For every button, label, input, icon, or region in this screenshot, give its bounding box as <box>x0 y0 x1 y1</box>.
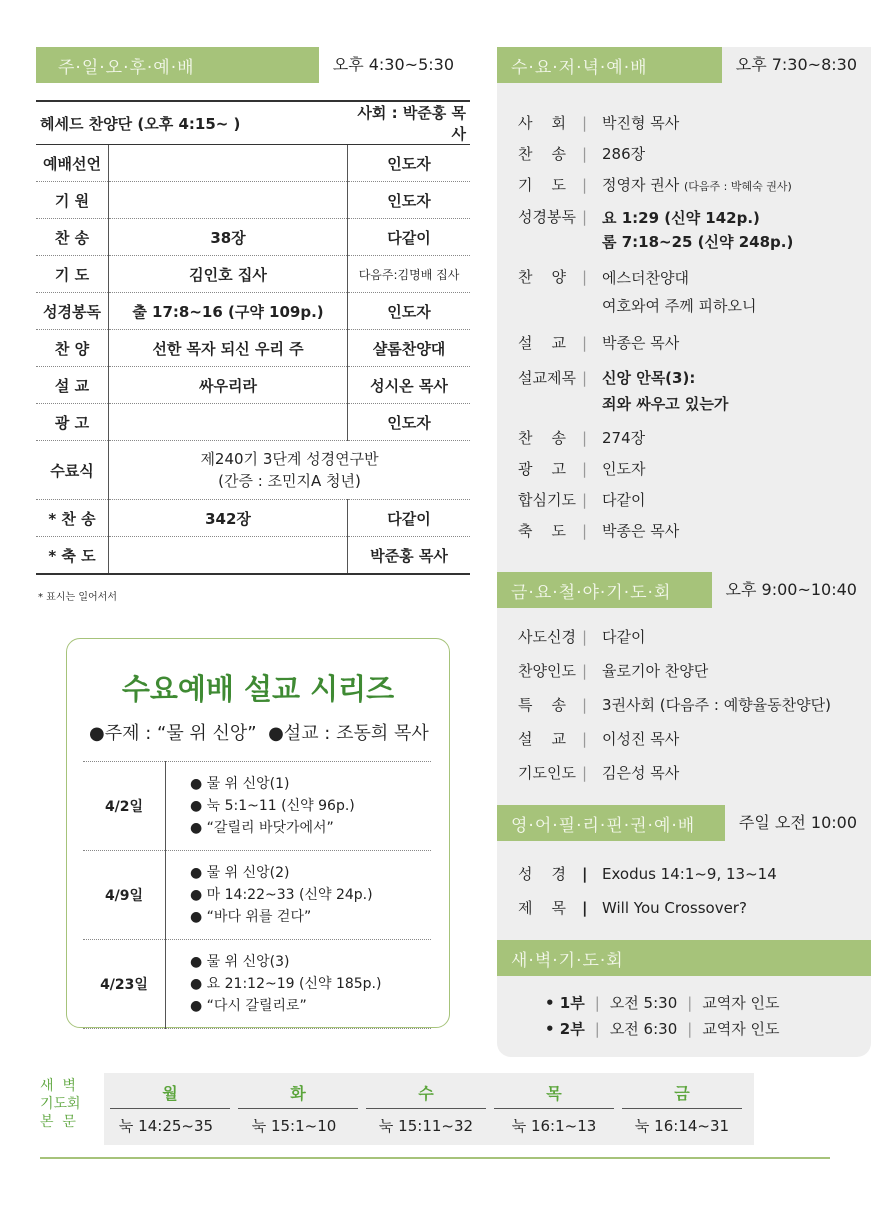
row-key: 찬 송 <box>518 145 567 163</box>
order-leader: 다같이 <box>348 219 471 256</box>
week-item: ● 물 위 신앙(1) <box>190 776 290 792</box>
list-item <box>518 170 793 202</box>
sermon-title-1: 신앙 안목(3): <box>602 369 696 387</box>
row-key: 사도신경 <box>518 628 576 646</box>
friday-service-header <box>497 572 871 608</box>
table-row <box>36 404 470 441</box>
day-fri: 금 <box>622 1081 742 1109</box>
row-value: 율로기아 찬양단 <box>602 662 709 680</box>
list-item <box>518 857 777 891</box>
english-service-header <box>497 805 871 841</box>
divider: | <box>582 334 588 352</box>
order-item: 성경봉독 <box>36 293 109 330</box>
row-key: 기 도 <box>518 176 567 194</box>
order-content <box>109 404 348 441</box>
label-line: 기도회 <box>40 1096 81 1112</box>
label-line: 새 벽 <box>40 1078 76 1094</box>
row-value <box>602 202 793 254</box>
divider: | <box>687 1020 693 1038</box>
list-item <box>518 202 793 254</box>
row-key: 설 교 <box>518 730 567 748</box>
row-value: 다같이 <box>602 491 646 509</box>
table-header-row <box>36 101 470 145</box>
friday-order-list <box>518 620 831 790</box>
week-items <box>166 851 432 940</box>
part-label: • 2부 <box>545 1020 585 1038</box>
choir-label: 헤세드 찬양단 (오후 4:15~ ) <box>36 101 348 145</box>
week-date: 4/9일 <box>83 851 166 940</box>
order-item: 수료식 <box>36 441 109 500</box>
english-service-time: 주일 오전 10:00 <box>725 805 871 841</box>
graduation-testimony: (간증 : 조민지A 청년) <box>218 472 361 490</box>
divider: | <box>582 730 588 748</box>
divider: | <box>594 994 600 1012</box>
order-item: 설 교 <box>36 367 109 404</box>
divider: | <box>582 662 588 680</box>
row-key: 특 송 <box>518 696 567 714</box>
row-value: 인도자 <box>602 460 646 478</box>
list-item <box>545 1016 780 1042</box>
series-week-table <box>83 761 431 1029</box>
list-item <box>518 423 793 454</box>
divider: | <box>582 268 588 286</box>
row-value <box>602 262 793 320</box>
week-item: ● 눅 5:1~11 (신약 96p.) <box>190 798 355 814</box>
reading-wed: 눅 15:11~32 <box>378 1117 474 1135</box>
standing-note: * 표시는 일어서서 <box>38 592 117 603</box>
reading-mon: 눅 14:25~35 <box>118 1117 214 1135</box>
order-leader: 다같이 <box>348 500 471 537</box>
dawn-prayer-header <box>497 940 871 976</box>
table-row <box>36 441 470 500</box>
row-key: 설교제목 <box>518 369 576 387</box>
list-item <box>518 454 793 485</box>
row-key: 찬 양 <box>518 268 567 286</box>
order-leader: 성시온 목사 <box>348 367 471 404</box>
sunday-order-table <box>36 100 470 575</box>
week-item: ● 물 위 신앙(2) <box>190 865 290 881</box>
divider: | <box>582 208 588 226</box>
list-item <box>518 756 831 790</box>
week-item: ● 요 21:12~19 (신약 185p.) <box>190 976 382 992</box>
order-item: 광 고 <box>36 404 109 441</box>
table-row <box>36 500 470 537</box>
anthem-title: 여호와여 주께 피하오니 <box>602 297 757 315</box>
order-item: * 찬 송 <box>36 500 109 537</box>
week-item: ● “다시 갈릴리로” <box>190 998 307 1014</box>
friday-service-time: 오후 9:00~10:40 <box>712 572 871 608</box>
week-item: ● “바다 위를 걷다” <box>190 909 312 925</box>
sunday-service-time: 오후 4:30~5:30 <box>319 47 468 83</box>
series-title: 수요예배 설교 시리즈 <box>121 672 395 706</box>
week-date: 4/23일 <box>83 940 166 1029</box>
table-row <box>36 256 470 293</box>
list-item <box>518 688 831 722</box>
row-value: 이성진 목사 <box>602 730 680 748</box>
part-leader: 교역자 인도 <box>702 1020 780 1038</box>
week-date: 4/2일 <box>83 762 166 851</box>
order-item: 찬 송 <box>36 219 109 256</box>
divider: | <box>582 628 588 646</box>
row-value: 274장 <box>602 429 646 447</box>
divider: | <box>594 1020 600 1038</box>
english-order-list <box>518 857 777 925</box>
order-content: 38장 <box>109 219 348 256</box>
graduation-title: 제240기 3단계 성경연구반 <box>200 450 379 468</box>
weekly-reading-table <box>104 1073 754 1145</box>
table-row <box>83 762 431 851</box>
table-row <box>36 145 470 182</box>
row-value: Exodus 14:1~9, 13~14 <box>602 865 777 883</box>
order-leader: 박준홍 목사 <box>348 537 471 575</box>
divider: | <box>582 696 588 714</box>
day-thu: 목 <box>494 1081 614 1109</box>
list-item <box>518 328 793 359</box>
list-item <box>518 262 793 320</box>
table-row <box>36 367 470 404</box>
day-mon: 월 <box>110 1081 230 1109</box>
list-item <box>518 722 831 756</box>
table-row <box>36 219 470 256</box>
part-time: 오전 6:30 <box>609 1020 678 1038</box>
divider: | <box>582 764 588 782</box>
dawn-prayer-title: 새·벽·기·도·회 <box>511 950 624 971</box>
divider: | <box>582 176 588 194</box>
part-time: 오전 5:30 <box>609 994 678 1012</box>
row-value: 286장 <box>602 145 646 163</box>
row-key: 사 회 <box>518 114 567 132</box>
order-content: 출 17:8~16 (구약 109p.) <box>109 293 348 330</box>
scripture-1: 요 1:29 (신약 142p.) <box>602 209 760 227</box>
row-key: 설 교 <box>518 334 567 352</box>
choir-name: 에스더찬양대 <box>602 269 689 287</box>
prayer-leader: 정영자 권사 <box>602 176 680 194</box>
divider: | <box>582 865 588 883</box>
row-key: 합심기도 <box>518 491 576 509</box>
list-item <box>545 990 780 1016</box>
week-item: ● 마 14:22~33 (신약 24p.) <box>190 887 373 903</box>
order-leader: 샬롬찬양대 <box>348 330 471 367</box>
row-value: 3권사회 (다음주 : 예향율동찬양단) <box>602 696 831 714</box>
reading-fri: 눅 16:14~31 <box>634 1117 730 1135</box>
week-item: ● 물 위 신앙(3) <box>190 954 290 970</box>
week-items <box>166 940 432 1029</box>
order-item: * 축 도 <box>36 537 109 575</box>
part-label: • 1부 <box>545 994 585 1012</box>
list-item <box>518 654 831 688</box>
wednesday-service-header <box>497 47 871 83</box>
divider: | <box>582 522 588 540</box>
row-value: 다같이 <box>602 628 646 646</box>
order-content: 선한 목자 되신 우리 주 <box>109 330 348 367</box>
row-value <box>602 170 793 202</box>
reading-thu: 눅 16:1~13 <box>511 1117 597 1135</box>
table-row <box>36 182 470 219</box>
list-item <box>518 139 793 170</box>
friday-service-title: 금·요·철·야·기·도·회 <box>511 582 672 603</box>
series-preacher: ●설교 : 조동희 목사 <box>268 723 429 744</box>
order-content <box>109 537 348 575</box>
table-row <box>83 851 431 940</box>
list-item <box>518 516 793 547</box>
next-week-note: (다음주 : 박혜숙 권사) <box>684 180 792 193</box>
week-item: ● “갈릴리 바닷가에서” <box>190 820 334 836</box>
row-value: 김은성 목사 <box>602 764 680 782</box>
wednesday-order-list <box>518 108 793 547</box>
order-content: 싸우리라 <box>109 367 348 404</box>
row-value: 박종은 목사 <box>602 522 680 540</box>
divider: | <box>582 114 588 132</box>
order-leader: 인도자 <box>348 293 471 330</box>
english-service-title: 영·어·필·리·핀·권·예·배 <box>511 815 696 836</box>
row-value <box>602 363 793 417</box>
sunday-service-title: 주·일·오·후·예·배 <box>58 57 195 78</box>
table-row <box>36 293 470 330</box>
row-key: 기도인도 <box>518 764 576 782</box>
divider: | <box>687 994 693 1012</box>
week-items <box>166 762 432 851</box>
row-key: 성경봉독 <box>518 208 576 226</box>
row-value: 박진형 목사 <box>602 114 680 132</box>
order-content <box>109 145 348 182</box>
table-row <box>36 330 470 367</box>
divider: | <box>582 491 588 509</box>
label-line: 본 문 <box>40 1114 76 1130</box>
presider-label: 사회 : 박준홍 목사 <box>348 101 471 145</box>
list-item <box>518 108 793 139</box>
day-tue: 화 <box>238 1081 358 1109</box>
reading-tue: 눅 15:1~10 <box>251 1117 337 1135</box>
order-leader: 인도자 <box>348 404 471 441</box>
divider: | <box>582 429 588 447</box>
divider: | <box>582 145 588 163</box>
list-item <box>518 485 793 516</box>
row-key: 제 목 <box>518 899 567 917</box>
dawn-prayer-list <box>545 990 780 1042</box>
list-item <box>518 620 831 654</box>
wednesday-service-time: 오후 7:30~8:30 <box>722 47 871 83</box>
order-leader: 인도자 <box>348 182 471 219</box>
bottom-divider <box>40 1157 830 1159</box>
row-value: Will You Crossover? <box>602 899 747 917</box>
scripture-2: 롬 7:18~25 (신약 248p.) <box>602 233 794 251</box>
table-row <box>83 940 431 1029</box>
divider: | <box>582 369 588 387</box>
sunday-service-header <box>36 47 468 83</box>
order-item: 찬 양 <box>36 330 109 367</box>
sermon-title-2: 죄와 싸우고 있는가 <box>602 395 729 413</box>
sermon-series-box <box>66 638 450 1028</box>
divider: | <box>582 460 588 478</box>
row-key: 성 경 <box>518 865 567 883</box>
order-item: 기 도 <box>36 256 109 293</box>
order-content: 김인호 집사 <box>109 256 348 293</box>
row-key: 찬양인도 <box>518 662 576 680</box>
weekly-reading-label <box>40 1077 81 1131</box>
order-content <box>109 441 471 500</box>
order-leader: 인도자 <box>348 145 471 182</box>
part-leader: 교역자 인도 <box>702 994 780 1012</box>
order-content: 342장 <box>109 500 348 537</box>
day-wed: 수 <box>366 1081 486 1109</box>
order-item: 기 원 <box>36 182 109 219</box>
table-row <box>36 537 470 575</box>
row-key: 찬 송 <box>518 429 567 447</box>
list-item <box>518 891 777 925</box>
order-leader: 다음주:김명배 집사 <box>348 256 471 293</box>
row-value: 박종은 목사 <box>602 334 680 352</box>
series-subtitle <box>89 719 429 745</box>
order-item: 예배선언 <box>36 145 109 182</box>
series-theme: ●주제 : “물 위 신앙” <box>89 723 257 744</box>
row-key: 축 도 <box>518 522 567 540</box>
row-key: 광 고 <box>518 460 567 478</box>
order-content <box>109 182 348 219</box>
wednesday-service-title: 수·요·저·녁·예·배 <box>511 57 648 78</box>
divider: | <box>582 899 588 917</box>
list-item <box>518 363 793 417</box>
